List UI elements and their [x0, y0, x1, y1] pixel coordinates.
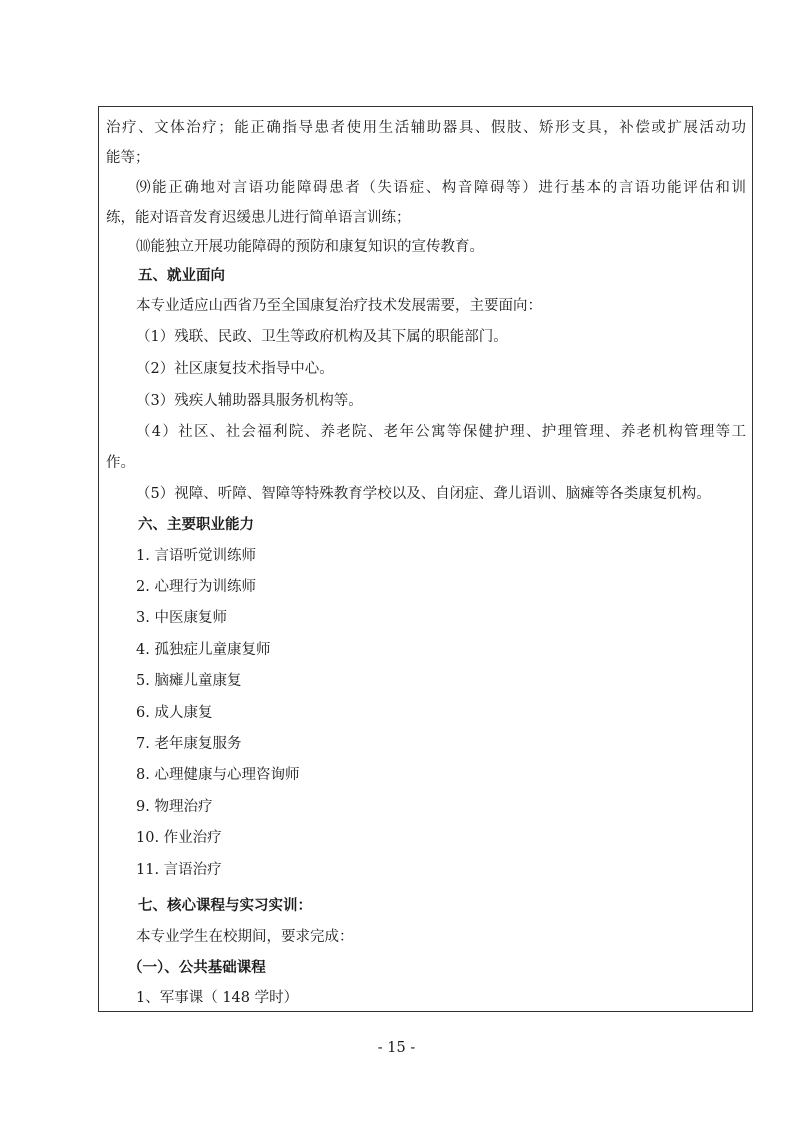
- career-item-2: 2. 心理行为训练师: [136, 579, 256, 595]
- section-5-item-1: （1）残联、民政、卫生等政府机构及其下属的职能部门。: [136, 329, 508, 345]
- page-number: - 15 -: [377, 1040, 416, 1056]
- section-5-item-4-line-2: 作。: [106, 455, 135, 471]
- section-5-heading: 五、就业面向: [138, 268, 225, 284]
- career-item-4: 4. 孤独症儿童康复师: [136, 642, 271, 658]
- section-7-first-item: 1、军事课（ 148 学时）: [136, 990, 299, 1006]
- item-9-line-2: 练，能对语音发育迟缓患儿进行简单语言训练；: [106, 210, 411, 226]
- intro-line-1: 治疗、文体治疗；能正确指导患者使用生活辅助器具、假肢、矫形支具，补偿或扩展活动功: [106, 120, 746, 136]
- section-6-heading: 六、主要职业能力: [138, 517, 254, 533]
- career-item-11: 11. 言语治疗: [136, 862, 222, 878]
- career-item-7: 7. 老年康复服务: [136, 736, 242, 752]
- intro-line-2: 能等；: [106, 150, 150, 166]
- section-7-subheading: （一）、公共基础课程: [128, 960, 266, 976]
- career-item-8: 8. 心理健康与心理咨询师: [136, 767, 300, 783]
- career-item-6: 6. 成人康复: [136, 705, 213, 721]
- item-10: ⑽能独立开展功能障碍的预防和康复知识的宣传教育。: [136, 239, 484, 255]
- section-7-intro: 本专业学生在校期间，要求完成：: [136, 929, 354, 945]
- section-5-item-3: （3）残疾人辅助器具服务机构等。: [136, 393, 363, 409]
- career-item-3: 3. 中医康复师: [136, 610, 227, 626]
- section-5-intro: 本专业适应山西省乃至全国康复治疗技术发展需要，主要面向：: [136, 298, 542, 314]
- career-item-5: 5. 脑瘫儿童康复: [136, 673, 242, 689]
- section-5-item-2: （2）社区康复技术指导中心。: [136, 361, 334, 377]
- section-5-item-5: （5）视障、听障、智障等特殊教育学校以及、自闭症、聋儿语训、脑瘫等各类康复机构。: [136, 486, 711, 502]
- section-7-heading: 七、核心课程与实习实训：: [138, 898, 312, 914]
- career-item-1: 1. 言语听觉训练师: [136, 548, 256, 564]
- section-5-item-4-line-1: （4）社区、社会福利院、养老院、老年公寓等保健护理、护理管理、养老机构管理等工: [136, 424, 746, 440]
- item-9-line-1: ⑼能正确地对言语功能障碍患者（失语症、构音障碍等）进行基本的言语功能评估和训: [136, 180, 746, 196]
- career-item-9: 9. 物理治疗: [136, 799, 213, 815]
- career-item-10: 10. 作业治疗: [136, 830, 222, 846]
